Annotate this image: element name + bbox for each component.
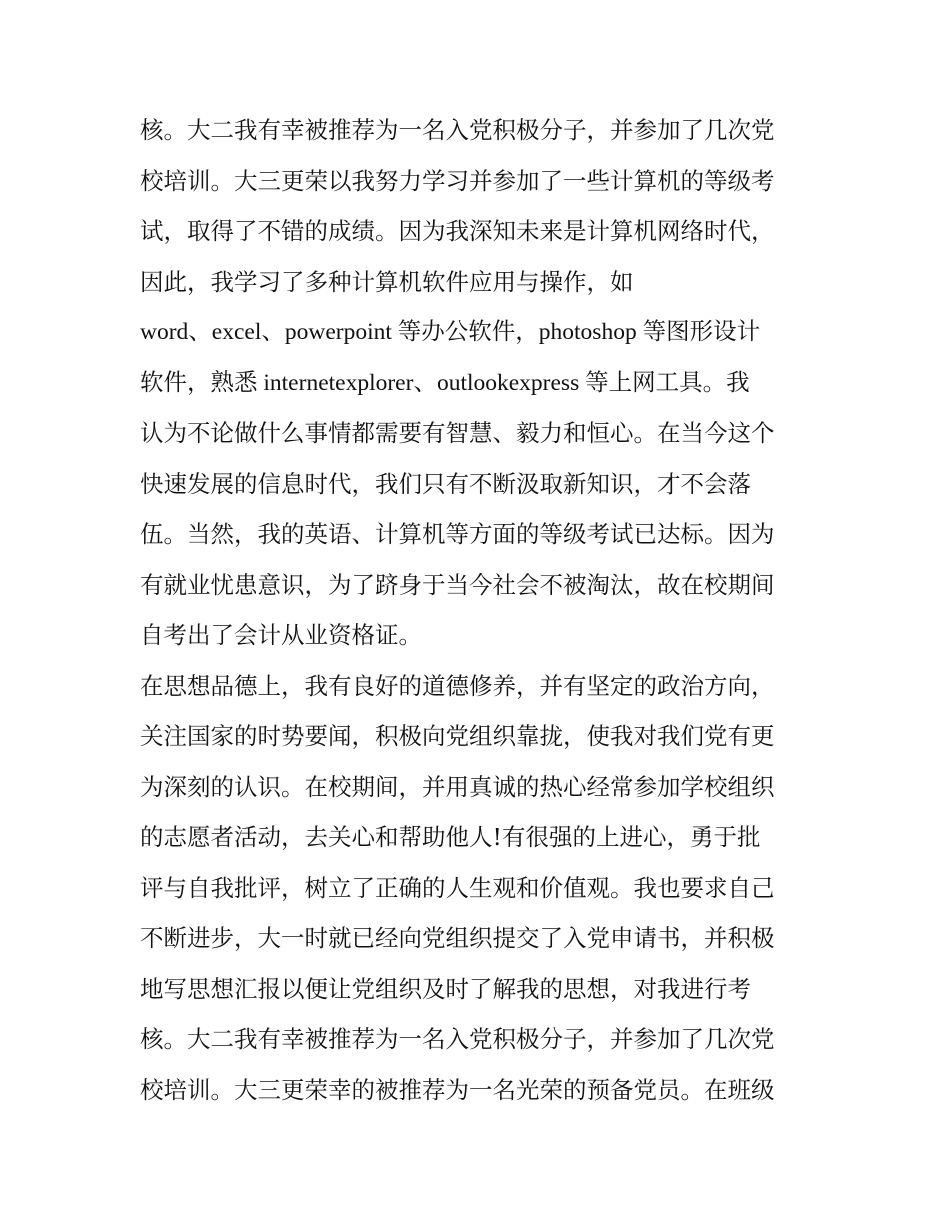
text-line-2: 校培训。大三更荣以我努力学习并参加了一些计算机的等级考 bbox=[140, 166, 775, 195]
text-line-16: 评与自我批评，树立了正确的人生观和价值观。我也要求自己 bbox=[140, 873, 775, 902]
text-line-6: 软件，熟悉 internetexplorer、outlookexpress 等上网工具。我 bbox=[140, 369, 750, 396]
text-line-7: 认为不论做什么事情都需要有智慧、毅力和恒心。在当今这个 bbox=[140, 419, 775, 447]
text-line-20: 校培训。大三更荣幸的被推荐为一名光荣的预备党员。在班级 bbox=[140, 1075, 775, 1104]
text-line-3: 试，取得了不错的成绩。因为我深知未来是计算机网络时代， bbox=[140, 217, 775, 245]
text-line-1: 核。大二我有幸被推荐为一名入党积极分子，并参加了几次党 bbox=[140, 116, 775, 144]
text-line-12: 在思想品德上，我有良好的道德修养，并有坚定的政治方向， bbox=[140, 671, 775, 700]
text-line-19: 核。大二我有幸被推荐为一名入党积极分子，并参加了几次党 bbox=[140, 1025, 775, 1053]
text-line-18: 地写思想汇报以便让党组织及时了解我的思想，对我进行考 bbox=[140, 974, 751, 1003]
text-line-15: 的志愿者活动，去关心和帮助他人!有很强的上进心，勇于批 bbox=[140, 823, 761, 851]
text-line-8: 快速发展的信息时代，我们只有不断汲取新知识，才不会落 bbox=[140, 469, 751, 498]
text-line-5: word、excel、powerpoint 等办公软件，photoshop 等图形设计 bbox=[140, 319, 761, 345]
text-line-14: 为深刻的认识。在校期间，并用真诚的热心经常参加学校组织 bbox=[140, 772, 775, 801]
body-text bbox=[140, 105, 820, 1115]
text-line-11: 自考出了会计从业资格证。 bbox=[140, 621, 422, 649]
text-line-9: 伍。当然，我的英语、计算机等方面的等级考试已达标。因为 bbox=[140, 520, 775, 548]
text-line-13: 关注国家的时势要闻，积极向党组织靠拢，使我对我们党有更 bbox=[140, 722, 775, 750]
text-line-4: 因此，我学习了多种计算机软件应用与操作，如 bbox=[140, 267, 634, 296]
text-line-10: 有就业忧患意识，为了跻身于当今社会不被淘汰，故在校期间 bbox=[140, 570, 775, 599]
text-line-17: 不断进步，大一时就已经向党组织提交了入党申请书，并积极 bbox=[140, 924, 775, 952]
